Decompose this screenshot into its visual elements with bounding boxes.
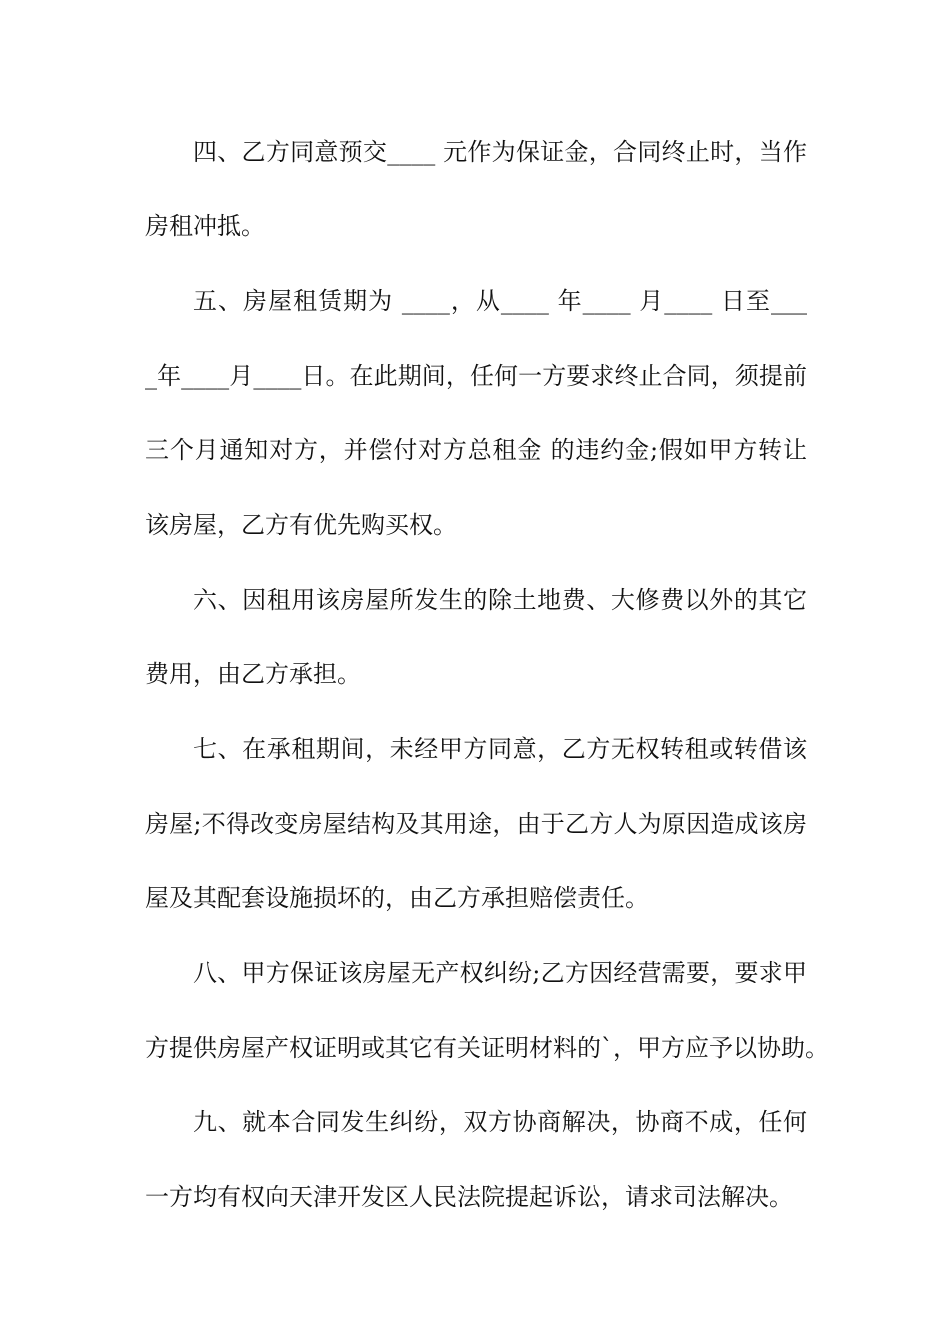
clause-5-line-2: _年____月____日。在此期间，任何一方要求终止合同，须提前 [145, 362, 807, 390]
clause-5-line-3: 三个月通知对方，并偿付对方总租金 的违约金;假如甲方转让 [145, 436, 807, 464]
clause-9-line-1: 九、就本合同发生纠纷，双方协商解决，协商不成，任何 [193, 1108, 807, 1136]
clause-9-line-2: 一方均有权向天津开发区人民法院提起诉讼，请求司法解决。 [145, 1183, 793, 1211]
clause-7-line-3: 屋及其配套设施损坏的，由乙方承担赔偿责任。 [145, 884, 649, 912]
clause-8-line-1: 八、甲方保证该房屋无产权纠纷;乙方因经营需要，要求甲 [193, 959, 807, 987]
clause-8-line-2: 方提供房屋产权证明或其它有关证明材料的`，甲方应予以协助。 [145, 1034, 829, 1062]
clause-5-line-4: 该房屋，乙方有优先购买权。 [145, 511, 457, 539]
clause-4-line-1: 四、乙方同意预交____ 元作为保证金，合同终止时，当作 [193, 138, 807, 166]
clause-6-line-1: 六、因租用该房屋所发生的除土地费、大修费以外的其它 [193, 586, 807, 614]
clause-7-line-1: 七、在承租期间，未经甲方同意，乙方无权转租或转借该 [193, 735, 807, 763]
clause-5-line-1: 五、房屋租赁期为 ____，从____ 年____ 月____ 日至___ [193, 287, 807, 315]
clause-7-line-2: 房屋;不得改变房屋结构及其用途，由于乙方人为原因造成该房 [145, 810, 807, 838]
clause-4-line-2: 房租冲抵。 [145, 212, 265, 240]
clause-6-line-2: 费用，由乙方承担。 [145, 660, 361, 688]
